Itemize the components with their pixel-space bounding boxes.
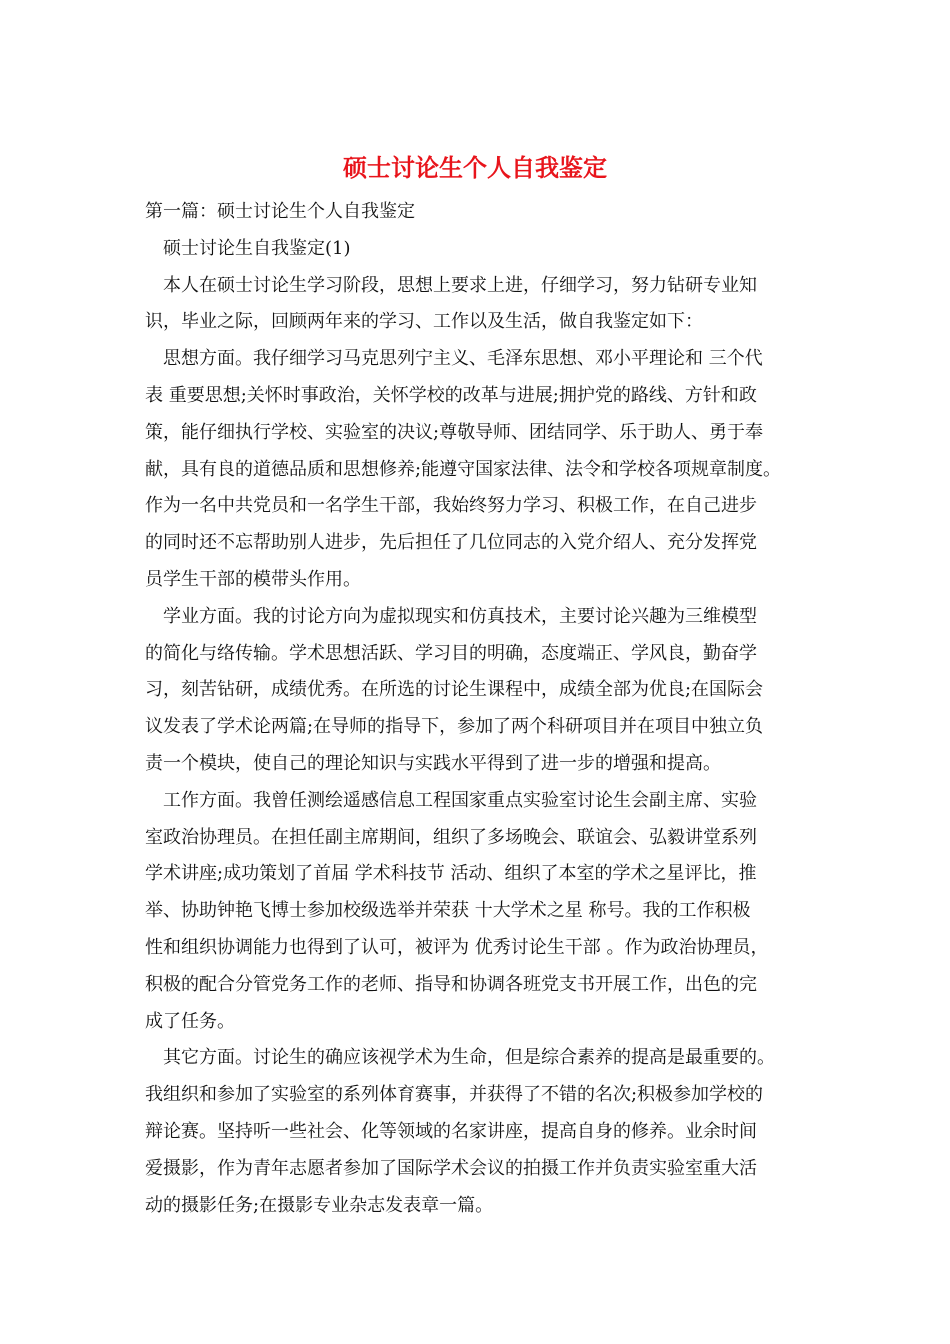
text-line: 议发表了学术论两篇;在导师的指导下，参加了两个科研项目并在项目中独立负 [145, 716, 764, 738]
text-line: 识，毕业之际，回顾两年来的学习、工作以及生活，做自我鉴定如下： [145, 311, 703, 333]
text-line: 成了任务。 [145, 1010, 235, 1032]
text-line: 策，能仔细执行学校、实验室的决议;尊敬导师、团结同学、乐于助人、勇于奉 [145, 421, 764, 443]
text-line: 性和组织协调能力也得到了认可，被评为 优秀讨论生干部 。作为政治协理员， [145, 936, 769, 958]
text-line: 动的摄影任务;在摄影专业杂志发表章一篇。 [145, 1194, 494, 1216]
text-line: 其它方面。讨论生的确应该视学术为生命，但是综合素养的提高是最重要的。 [163, 1047, 775, 1069]
text-line: 员学生干部的模带头作用。 [145, 568, 361, 590]
text-line: 学业方面。我的讨论方向为虚拟现实和仿真技术，主要讨论兴趣为三维模型 [163, 605, 757, 627]
text-line: 硕士讨论生自我鉴定(1) [163, 237, 351, 259]
text-line: 学术讲座;成功策划了首届 学术科技节 活动、组织了本室的学术之星评比，推 [145, 863, 757, 885]
text-line: 责一个模块，使自己的理论知识与实践水平得到了进一步的增强和提高。 [145, 752, 721, 774]
text-line: 工作方面。我曾任测绘遥感信息工程国家重点实验室讨论生会副主席、实验 [163, 789, 757, 811]
text-line: 爱摄影，作为青年志愿者参加了国际学术会议的拍摄工作并负责实验室重大活 [145, 1157, 757, 1179]
document-body [145, 194, 815, 1224]
document-title: 硕士讨论生个人自我鉴定 [343, 153, 607, 182]
text-line: 室政治协理员。在担任副主席期间，组织了多场晚会、联谊会、弘毅讲堂系列 [145, 826, 757, 848]
text-line: 的简化与络传输。学术思想活跃、学习目的明确，态度端正、学风良，勤奋学 [145, 642, 757, 664]
text-line: 本人在硕士讨论生学习阶段，思想上要求上进，仔细学习，努力钻研专业知 [163, 274, 757, 296]
text-line: 思想方面。我仔细学习马克思列宁主义、毛泽东思想、邓小平理论和 三个代 [163, 348, 763, 370]
text-line: 积极的配合分管党务工作的老师、指导和协调各班党支书开展工作，出色的完 [145, 973, 757, 995]
text-line: 我组织和参加了实验室的系列体育赛事，并获得了不错的名次;积极参加学校的 [145, 1084, 764, 1106]
text-line: 第一篇：硕士讨论生个人自我鉴定 [145, 201, 415, 222]
text-line: 的同时还不忘帮助别人进步，先后担任了几位同志的入党介绍人、充分发挥党 [145, 532, 757, 554]
text-line: 表 重要思想;关怀时事政治，关怀学校的改革与进展;拥护党的路线、方针和政 [145, 384, 757, 406]
text-line: 献，具有良的道德品质和思想修养;能遵守国家法律、法令和学校各项规章制度。 [145, 458, 782, 480]
text-line: 作为一名中共党员和一名学生干部，我始终努力学习、积极工作，在自己进步 [145, 495, 757, 517]
text-line: 举、协助钟艳飞博士参加校级选举并荣获 十大学术之星 称号。我的工作积极 [145, 900, 751, 922]
text-line: 辩论赛。坚持听一些社会、化等领域的名家讲座，提高自身的修养。业余时间 [145, 1120, 757, 1142]
text-line: 习，刻苦钻研，成绩优秀。在所选的讨论生课程中，成绩全部为优良;在国际会 [145, 679, 764, 701]
